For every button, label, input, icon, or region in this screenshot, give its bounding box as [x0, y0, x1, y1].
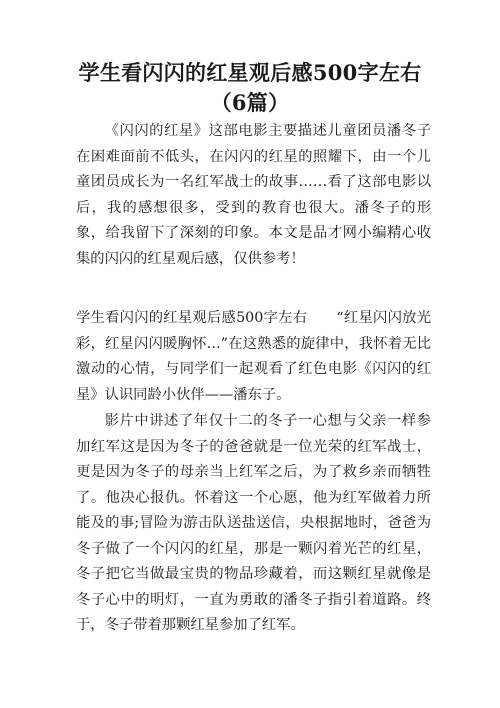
paragraph-film-story: 影片中讲述了年仅十二的冬子一心想与父亲一样参加红军这是因为冬子的爸爸就是一位光荣的红军战士，更是因为冬子的母亲当上红军之后，为了救乡亲而牺牲了。他决心报仇。怀着这一个心愿，他为红军做着力所能及的事;冒险为游击队送盐送信，央根据地时，爸爸为冬子做了一个闪闪的红星，那是一颗闪着光芒的红星，冬子把它当做最宝贵的物品珍藏着，而这颗红星就像是冬子心中的明灯，一直为勇敢的潘冬子指引着道路。终于，冬子带着那颗红星参加了红军。	[76, 413, 431, 633]
document-title: 学生看闪闪的红星观后感500字左右	[78, 60, 422, 85]
document-title-suffix: （6篇）	[210, 90, 290, 115]
paragraph-essay-opening: 学生看闪闪的红星观后感500字左右 “红星闪闪放光彩，红星闪闪暖胸怀…”在这熟悉的旋律中，我怀着无比激动的心情，与同学们一起观看了红色电影《闪闪的红星》认识同龄小伙伴——潘东子。	[76, 310, 431, 403]
paragraph-intro: 《闪闪的红星》这部电影主要描述儿童团员潘冬子在困难面前不低头，在闪闪的红星的照耀下，由一个儿童团员成长为一名红军战士的故事……看了这部电影以后，我的感想很多，受到的教育也很大。潘冬子的形象，给我留下了深刻的印象。本文是品才网小编精心收集的闪闪的红星观后感，仅供参考！	[76, 123, 431, 267]
